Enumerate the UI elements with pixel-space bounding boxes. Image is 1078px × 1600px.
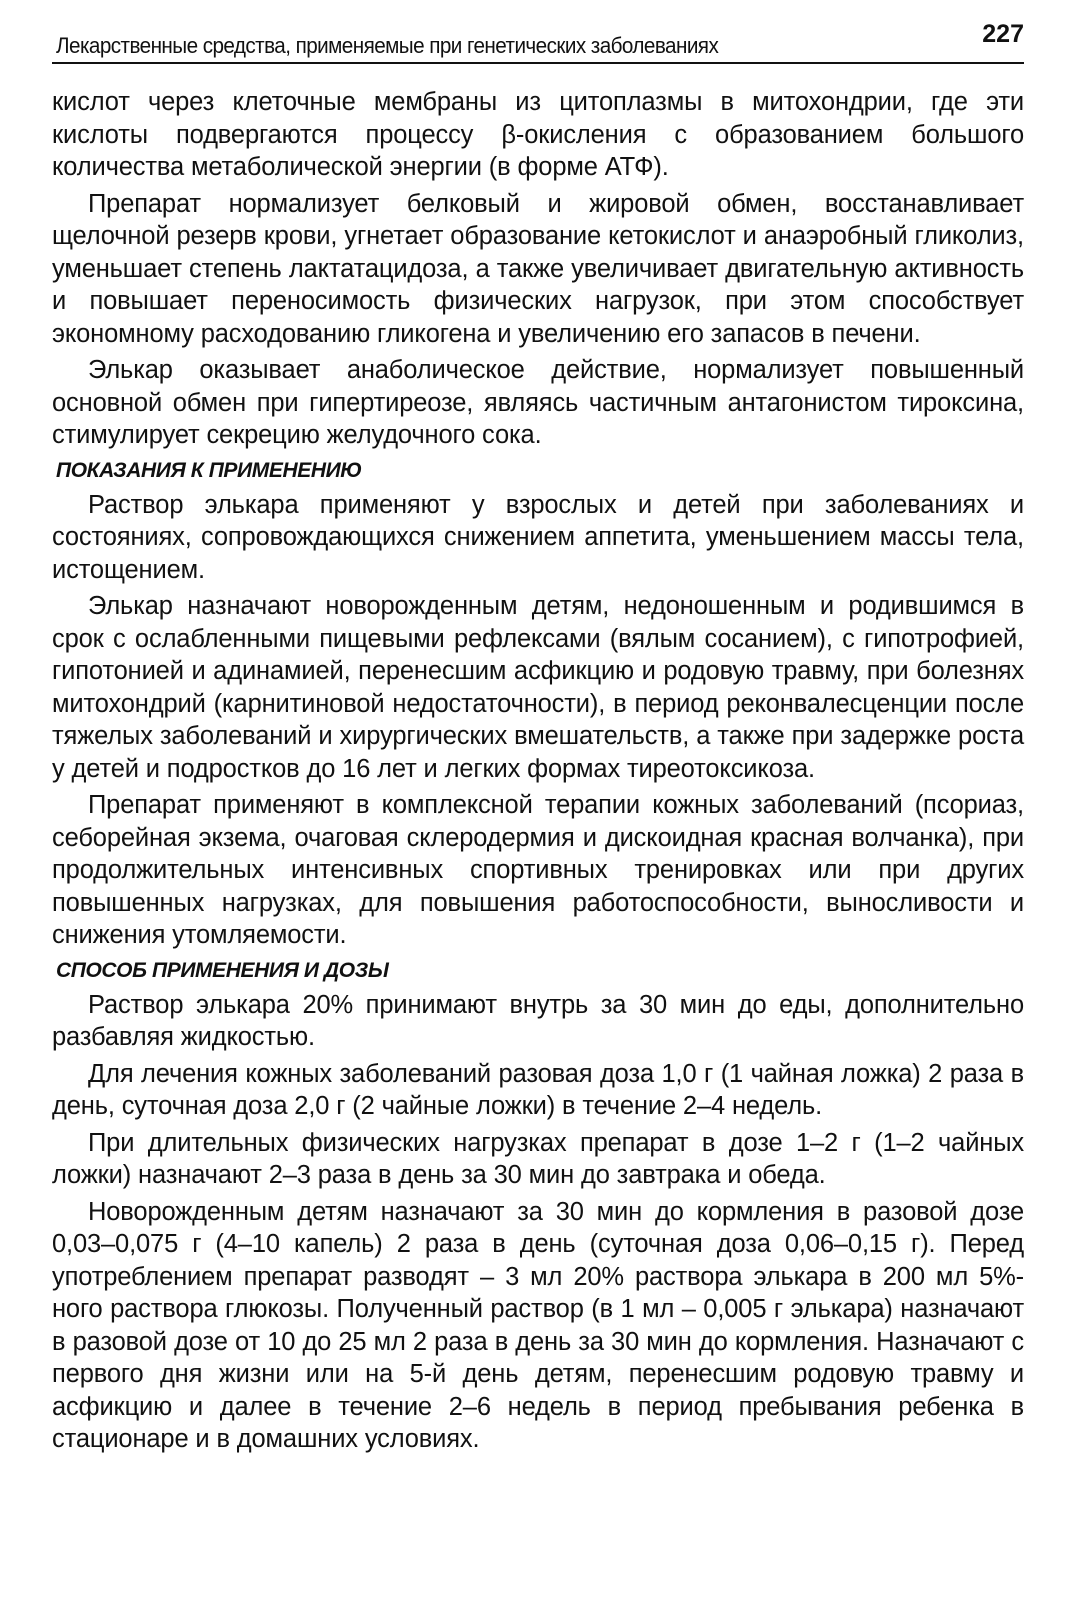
paragraph: кислот через клеточные мембраны из цитоплазмы в митохондрии, где эти кислоты подвергаются процессу β-окисления с образованием большого количества метаболической энергии (в форме АТФ).: [52, 88, 1024, 181]
running-header-title: Лекарственные средства, применяемые при генетических заболеваниях: [56, 33, 719, 58]
section-heading-dosage: СПОСОБ ПРИМЕНЕНИЯ И ДОЗЫ: [56, 958, 389, 982]
paragraph: Препарат нормализует белковый и жировой обмен, восстанавливает щелочной резерв крови, угнетает образование кетокислот и анаэробный гликолиз, уменьшает степень лактатацидоза, а также увеличивает двигательную активность и повышает переносимость физических нагрузок, при этом способствует экономному расходованию гликогена и увеличению его запасов в печени.: [52, 189, 1024, 348]
body-text: [52, 86, 1024, 1456]
paragraph: Элькар назначают новорожденным детям, недоношенным и родившимся в срок с ослабленными пищевыми рефлексами (вялым сосанием), с гипотрофией, гипотонией и адинамией, перенесшим асфикцию и родовую травму, при болезнях митохондрий (карнитиновой недостаточности), в период реконвалесценции после тяжелых заболеваний и хирургических вмешательств, а также при задержке роста у детей и подростков до 16 лет и легких формах тиреотоксикоза.: [52, 592, 1024, 783]
paragraph: Элькар оказывает анаболическое действие, нормализует повышенный основной обмен при гипертиреозе, являясь частичным антагонистом тироксина, стимулирует секрецию желудочного сока.: [52, 356, 1024, 449]
page-number: 227: [982, 20, 1024, 48]
paragraph: Для лечения кожных заболеваний разовая доза 1,0 г (1 чайная ложка) 2 раза в день, суточная доза 2,0 г (2 чайные ложки) в течение 2–4 недель.: [52, 1059, 1024, 1120]
paragraph: Новорожденным детям назначают за 30 мин до кормления в разовой дозе 0,03–0,075 г (4–10 капель) 2 раза в день (суточная доза 0,06–0,15 г). Перед употреблением препарат разводят – 3 мл 20% раствора элькара в 200 мл 5%-ного раствора глюкозы. Полученный раствор (в 1 мл – 0,005 г элькара) назначают в разовой дозе от 10 до 25 мл 2 раза в день за 30 мин до кормления. Назначают с первого дня жизни или на 5-й день детям, перенесшим родовую травму и асфикцию и далее в течение 2–6 недель в период пребывания ребенка в стационаре и в домашних условиях.: [52, 1197, 1024, 1453]
paragraph: Раствор элькара применяют у взрослых и детей при заболеваниях и состояниях, сопровождающихся снижением аппетита, уменьшением массы тела, истощением.: [52, 490, 1024, 584]
paragraph: Препарат применяют в комплексной терапии кожных заболеваний (псориаз, себорейная экзема, очаговая склеродермия и дискоидная красная волчанка), при продолжительных интенсивных спортивных тренировках или при других повышенных нагрузках, для повышения работоспособности, выносливости и снижения утомляемости.: [52, 791, 1024, 949]
running-header: [52, 14, 1024, 64]
book-page: [52, 14, 1024, 1460]
section-heading-indications: ПОКАЗАНИЯ К ПРИМЕНЕНИЮ: [56, 458, 362, 482]
paragraph: Раствор элькара 20% принимают внутрь за 30 мин до еды, дополнительно разбавляя жидкостью.: [52, 990, 1024, 1051]
paragraph: При длительных физических нагрузках препарат в дозе 1–2 г (1–2 чайных ложки) назначают 2–3 раза в день за 30 мин до завтрака и обеда.: [52, 1128, 1024, 1189]
